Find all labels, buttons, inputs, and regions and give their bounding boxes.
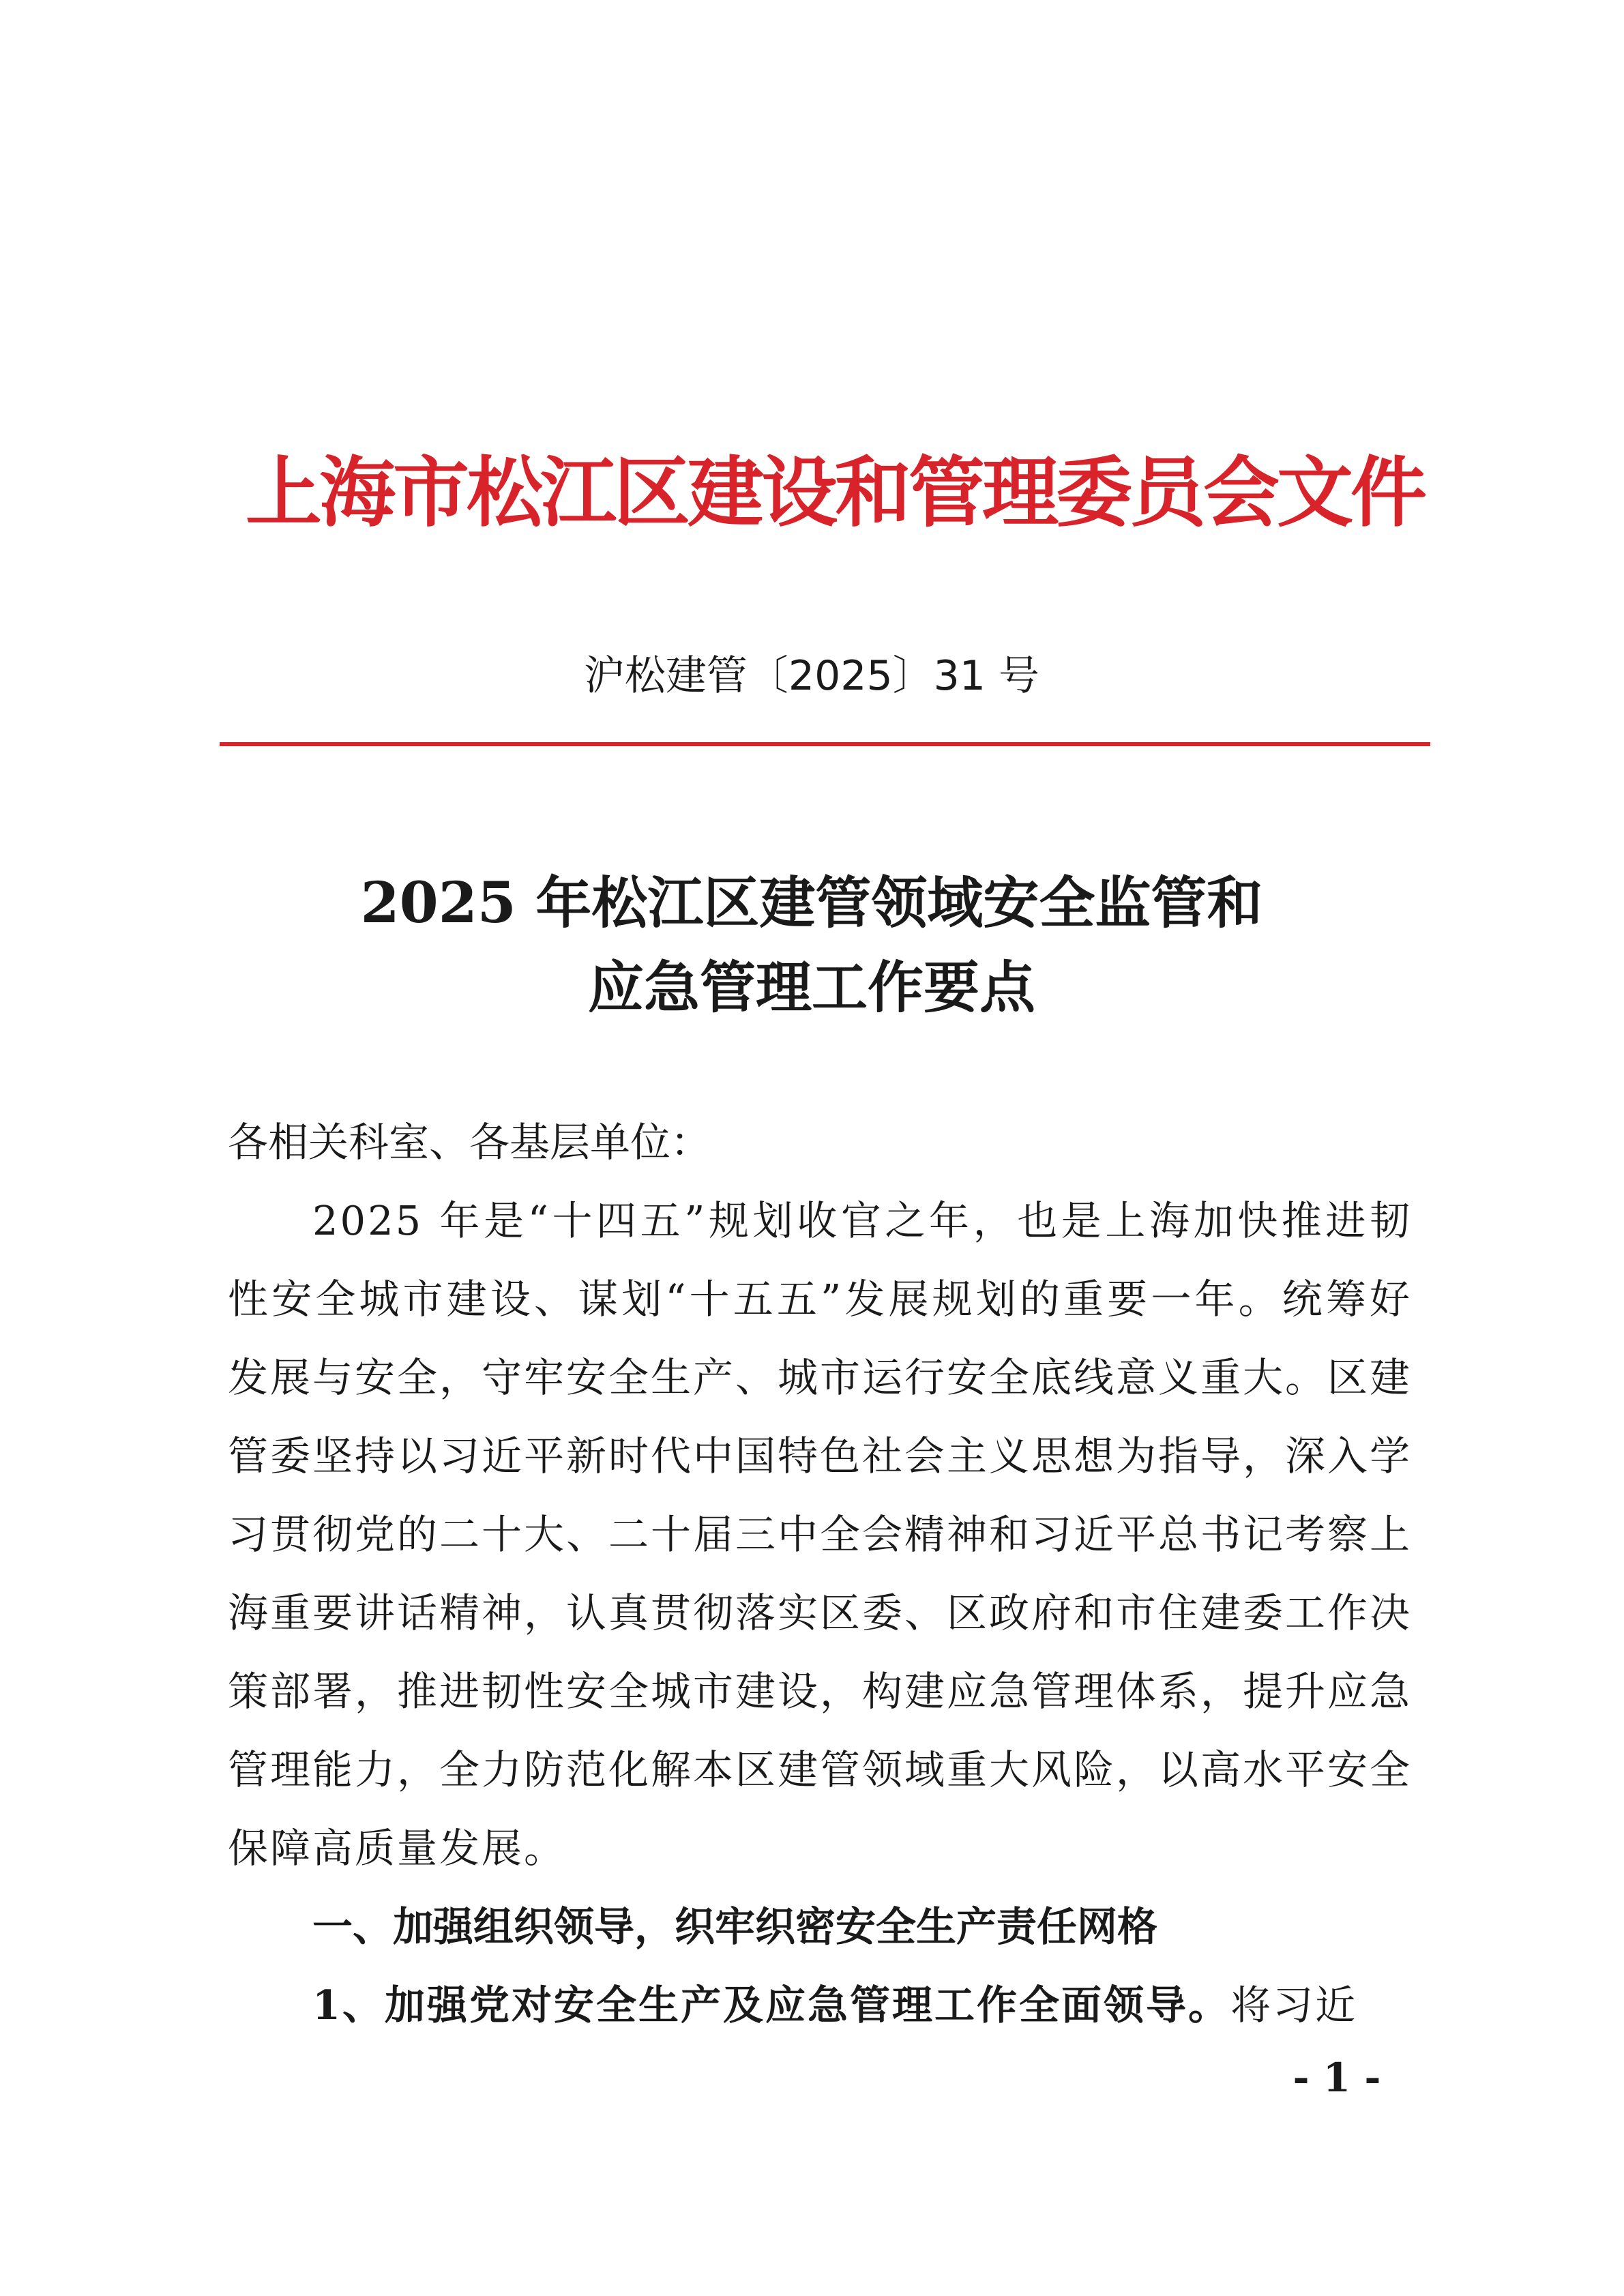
document-title bbox=[225, 861, 1398, 1030]
salutation: 各相关科室、各基层单位： bbox=[228, 1119, 711, 1166]
item-1 bbox=[228, 1966, 1412, 2044]
document-title-line-1: 2025 年松江区建管领域安全监管和 bbox=[360, 870, 1263, 936]
item-1-text: 将习近 bbox=[1230, 1982, 1358, 2029]
issuer-red-header: 上海市松江区建设和管理委员会文件 bbox=[246, 448, 1424, 538]
document-number: 沪松建管〔2025〕31 号 bbox=[583, 652, 1040, 700]
page-number: - 1 - bbox=[1293, 2055, 1381, 2101]
section-heading-1: 一、加强组织领导，织牢织密安全生产责任网格 bbox=[312, 1903, 1158, 1950]
intro-paragraph: 2025 年是“十四五”规划收官之年，也是上海加快推进韧性安全城市建设、谋划“十五五”发展规划的重要一年。统筹好发展与安全，守牢安全生产、城市运行安全底线意义重大。区建管委坚持以习近平新时代中国特色社会主义思想为指导，深入学习贯彻党的二十大、二十届三中全会精神和习近平总书记考察上海重要讲话精神，认真贯彻落实区委、区政府和市住建委工作决策部署，推进韧性安全城市建设，构建应急管理体系，提升应急管理能力，全力防范化解本区建管领域重大风险，以高水平安全保障高质量发展。 bbox=[228, 1197, 1413, 1872]
red-divider-line bbox=[220, 742, 1430, 746]
item-1-heading: 1、加强党对安全生产及应急管理工作全面领导。 bbox=[312, 1982, 1231, 2029]
document-body bbox=[228, 1103, 1412, 2044]
document-title-line-2: 应急管理工作要点 bbox=[587, 955, 1035, 1020]
